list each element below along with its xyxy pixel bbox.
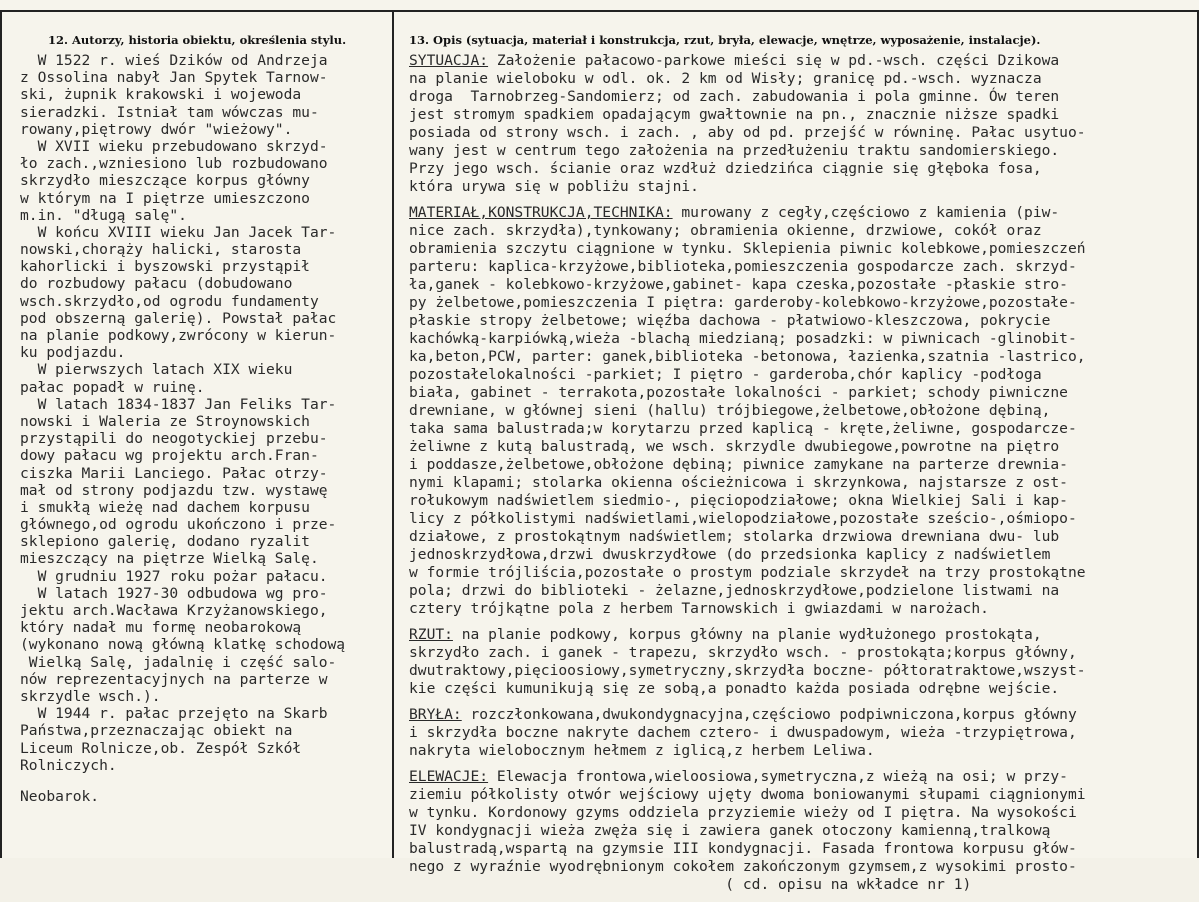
section-line: taka sama balustrada;w korytarzu przed kaplicą - kręte,żeliwne, gospodarcze-: [409, 420, 1077, 437]
description-section: [409, 706, 1194, 760]
history-line: Wielką Salę, jadalnię i część salo-: [20, 653, 337, 671]
section-line: ( cd. opisu na wkładce nr 1): [409, 876, 972, 893]
section-line: obramienia szczytu ciągnione w tynku. Sklepienia piwnic kolebkowe,pomieszczeń: [409, 240, 1086, 257]
section-text: rozczłonkowana,dwukondygnacyjna,częściowo podpiwniczona,korpus główny: [461, 706, 1077, 723]
section-line: jest stromym spadkiem opadającym gwałtownie na pn., znacznie niższe spadki: [409, 106, 1060, 123]
section-line: pozostałelokalności -parkiet; I piętro - garderoba,chór kaplicy -podłoga: [409, 366, 1042, 383]
history-line: głównego,od ogrodu ukończono i prze-: [20, 516, 337, 534]
history-line: ło zach.,wzniesiono lub rozbudowano: [20, 155, 328, 173]
section-line: cztery trójkątne pola z herbem Tarnowskich i gwiazdami w narożach.: [409, 600, 989, 617]
section-line: licy z półkolistymi nadświetlami,wielopodziałowe,pozostałe sześcio-,ośmiopo-: [409, 510, 1077, 527]
section-line: nymi klapami; stolarka okienna ościeżnicowa i skrzynkowa, najstarsze z ost-: [409, 474, 1068, 491]
section-line: ka,beton,PCW, parter: ganek,biblioteka -betonowa, łazienka,szatnia -lastrico,: [409, 348, 1086, 365]
history-line: nów reprezentacyjnych na parterze w: [20, 670, 328, 688]
history-line: do rozbudowy pałacu (dobudowano: [20, 275, 293, 293]
history-line: Państwa,przeznaczając obiekt na: [20, 722, 293, 740]
section-label: MATERIAŁ,KONSTRUKCJA,TECHNIKA:: [409, 204, 673, 221]
history-line: W końcu XVIII wieku Jan Jacek Tar-: [20, 223, 337, 241]
section-line: biała, gabinet - terrakota,pozostałe lokalności - parkiet; schody piwniczne: [409, 384, 1068, 401]
history-line: W latach 1927-30 odbudowa wg pro-: [20, 584, 328, 602]
section-line: jednoskrzydłowa,drzwi dwuskrzydłowe (do przedsionka kaplicy z nadświetlem: [409, 546, 1051, 563]
history-line: skrzydło mieszczące korpus główny: [20, 172, 310, 190]
section-first-line: [409, 768, 1194, 786]
style-designation: Neobarok.: [20, 787, 100, 805]
history-line: i smukłą wieżę nad dachem korpusu: [20, 498, 310, 516]
section-line: balustradą,wspartą na gzymsie III kondygnacji. Fasada frontowa korpusu głów-: [409, 840, 1077, 857]
section-line: wany jest w centrum tego założenia na przedłużeniu traktu sandomierskiego.: [409, 142, 1060, 159]
section-line: kie części kumunikują się ze sobą,a ponadto każda posiada odrębne wejście.: [409, 680, 1060, 697]
frame-left-border: [0, 10, 2, 858]
section-line: nakryta wielobocznym hełmem z iglicą,z herbem Leliwa.: [409, 742, 875, 759]
section-text: na planie podkowy, korpus główny na planie wydłużonego prostokąta,: [452, 626, 1042, 643]
history-line: W grudniu 1927 roku pożar pałacu.: [20, 567, 328, 585]
section-line: w formie trójliścia,pozostałe o prostym podziale skrzydeł na trzy prostokątne: [409, 564, 1086, 581]
section-first-line: [409, 706, 1194, 724]
history-line: ciszka Marii Lanciego. Pałac otrzy-: [20, 464, 328, 482]
section-line: która urywa się w pobliżu stajni.: [409, 178, 699, 195]
history-line: pod obszerną galerię). Powstał pałac: [20, 309, 337, 327]
description-column: [409, 52, 1194, 902]
section-line: IV kondygnacji wieża zwęża się i zawiera ganek otoczony kamienną,tralkową: [409, 822, 1051, 839]
section-label: ELEWACJE:: [409, 768, 489, 785]
history-line: jektu arch.Wacława Krzyżanowskiego,: [20, 602, 328, 619]
history-line: w którym na I piętrze umieszczono: [20, 189, 310, 207]
section-line: rołukowym nadświetlem siedmio-, pięciopodziałowe; okna Wielkiej Sali i kap-: [409, 492, 1068, 509]
section-line: ła,ganek - kolebkowo-krzyżowe,gabinet- kapa czeska,pozostałe -płaskie stro-: [409, 276, 1068, 293]
section-label: BRYŁA:: [409, 706, 462, 723]
history-line: sieradzki. Istniał tam wówczas mu-: [20, 103, 319, 121]
history-line: (wykonano nową główną klatkę schodową: [20, 636, 346, 654]
section-line: droga Tarnobrzeg-Sandomierz; od zach. zabudowania i pola gminne. Ów teren: [409, 88, 1060, 105]
section-line: parteru: kaplica-krzyżowe,biblioteka,pomieszczenia gospodarcze zach. skrzyd-: [409, 258, 1077, 275]
section-line: dwutraktowy,pięcioosiowy,symetryczny,skrzydła boczne- półtoratraktowe,wszyst-: [409, 662, 1086, 679]
history-line: W latach 1834-1837 Jan Feliks Tar-: [20, 395, 337, 413]
section-line: kachówką-karpiówką,wieża -blachą miedzianą; posadzki: w piwnicach -glinobit-: [409, 330, 1077, 347]
section-line: Przy jego wsch. ścianie oraz wzdłuż dziedzińca ciągnie się głęboka fosa,: [409, 160, 1042, 177]
description-section: [409, 626, 1194, 698]
section-line: nice zach. skrzydła),tynkowany; obramienia okienne, drzwiowe, cokół oraz: [409, 222, 1042, 239]
history-line: mieszczący na piętrze Wielką Salę.: [20, 550, 319, 568]
section-text: Założenie pałacowo-parkowe mieści się w pd.-wsch. części Dzikowa: [488, 52, 1060, 69]
section-first-line: [409, 204, 1194, 222]
section-label: SYTUACJA:: [409, 52, 489, 69]
history-line: W 1944 r. pałac przejęto na Skarb: [20, 705, 328, 723]
section-line: na planie wieloboku w odl. ok. 2 km od Wisły; granicę pd.-wsch. wyznacza: [409, 70, 1042, 87]
section-label: RZUT:: [409, 626, 453, 643]
section-line: skrzydło zach. i ganek - trapezu, skrzydło wsch. - prostokąta;korpus główny,: [409, 644, 1077, 661]
history-line: sklepiono galerię, dodano ryzalit: [20, 533, 310, 551]
section-line: żeliwne z kutą balustradą, we wsch. skrzydle dwubiegowe,powrotne na piętro: [409, 438, 1060, 455]
section-line: i skrzydła boczne nakryte dachem cztero- i dwuspadowym, wieża -trzypiętrowa,: [409, 724, 1077, 741]
history-line: rowany,piętrowy dwór "wieżowy".: [20, 120, 293, 138]
history-line: W pierwszych latach XIX wieku: [20, 361, 293, 379]
section-line: nego z wyraźnie wyodrębnionym cokołem zakończonym gzymsem,z wysokimi prosto-: [409, 858, 1077, 875]
history-line: przystąpili do neogotyckiej przebu-: [20, 430, 328, 448]
history-line: nowski,chorąży halicki, starosta: [20, 241, 302, 259]
history-line: dowy pałacu wg projektu arch.Fran-: [20, 447, 319, 465]
history-line: pałac popadł w ruinę.: [20, 378, 205, 396]
section-line: drewniane, w głównej sieni (hallu) trójbiegowe,żelbetowe,obłożone dębiną,: [409, 402, 1051, 419]
section-text: murowany z cegły,częściowo z kamienia (piw-: [672, 204, 1060, 221]
section-12-heading: 12. Autorzy, historia obiektu, określenia stylu.: [48, 33, 347, 47]
section-13-heading: 13. Opis (sytuacja, materiał i konstrukcja, rzut, bryła, elewacje, wnętrze, wyposażenie, instalacje).: [409, 33, 1041, 47]
section-line: ziemiu półkolisty otwór wejściowy ujęty dwoma boniowanymi słupami ciągnionymi: [409, 786, 1086, 803]
history-line: nowski i Waleria ze Stroynowskich: [20, 412, 310, 430]
description-section: [409, 768, 1194, 894]
section-line: i poddasze,żelbetowe,obłożone dębiną; piwnice zamykane na parterze drewnia-: [409, 456, 1068, 473]
history-line: m.in. "długą salę".: [20, 206, 187, 224]
history-line: wsch.skrzydło,od ogrodu fundamenty: [20, 292, 319, 310]
history-line: ku podjazdu.: [20, 344, 126, 362]
history-column: [20, 52, 392, 805]
section-line: py żelbetowe,pomieszczenia I piętra: garderoby-kolebkowo-krzyżowe,pozostałe-: [409, 294, 1077, 311]
section-line: pola; drzwi do biblioteki - żelazne,jednoskrzydłowe,podzielone listwami na: [409, 582, 1060, 599]
frame-top-border: [0, 10, 1199, 12]
description-section: [409, 204, 1194, 618]
section-first-line: [409, 626, 1194, 644]
history-line: który nadał mu formę neobarokową: [20, 619, 302, 637]
history-line: kahorlicki i byszowski przystąpił: [20, 258, 310, 276]
section-line: posiada od strony wsch. i zach. , aby od pd. przejść w równinę. Pałac usytuo-: [409, 124, 1086, 141]
history-line: mał od strony podjazdu tzw. wystawę: [20, 481, 328, 499]
section-line: płaskie stropy żelbetowe; więźba dachowa - płatwiowo-kleszczowa, pokrycie: [409, 312, 1051, 329]
history-line: Rolniczych.: [20, 756, 117, 774]
section-text: Elewacja frontowa,wieloosiowa,symetryczna,z wieżą na osi; w przy-: [488, 768, 1068, 785]
history-line: W XVII wieku przebudowano skrzyd-: [20, 137, 328, 155]
section-first-line: [409, 52, 1194, 70]
history-line: na planie podkowy,zwrócony w kierun-: [20, 327, 337, 344]
history-line: z Ossolina nabył Jan Spytek Tarnow-: [20, 69, 328, 87]
section-line: w tynku. Kordonowy gzyms oddziela przyziemie wieży od I piętra. Na wysokości: [409, 804, 1077, 821]
history-line: skrzydle wsch.).: [20, 687, 161, 705]
section-line: działowe, z prostokątnym nadświetlem; stolarka drzwiowa drewniana dwu- lub: [409, 528, 1060, 545]
history-line: Liceum Rolnicze,ob. Zespół Szkół: [20, 739, 302, 757]
history-line: ski, żupnik krakowski i wojewoda: [20, 86, 302, 104]
description-section: [409, 52, 1194, 196]
history-line: W 1522 r. wieś Dzików od Andrzeja: [20, 52, 328, 69]
column-divider: [392, 10, 394, 858]
